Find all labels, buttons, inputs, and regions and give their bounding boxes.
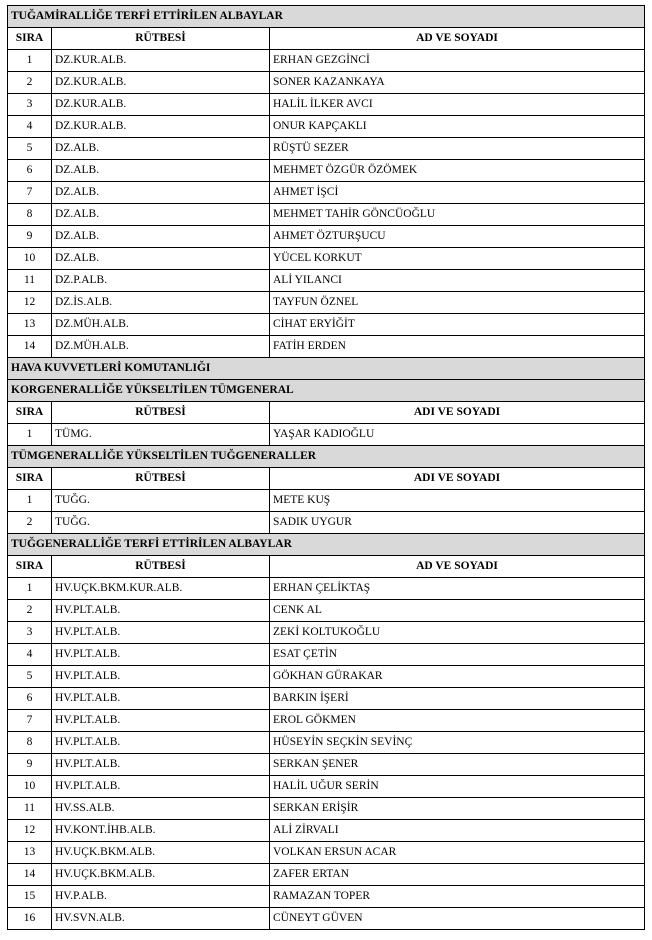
- cell-sira: 11: [8, 798, 52, 820]
- cell-sira: 7: [8, 182, 52, 204]
- cell-rutbe: DZ.İS.ALB.: [52, 292, 270, 314]
- cell-sira: 2: [8, 72, 52, 94]
- cell-sira: 10: [8, 776, 52, 798]
- cell-sira: 12: [8, 820, 52, 842]
- section-title-row: [8, 446, 645, 468]
- table-row: [8, 226, 645, 248]
- cell-rutbe: DZ.P.ALB.: [52, 270, 270, 292]
- cell-sira: 9: [8, 226, 52, 248]
- cell-rutbe: HV.UÇK.BKM.ALB.: [52, 864, 270, 886]
- table-row: [8, 864, 645, 886]
- cell-ad-soyad: HALİL UĞUR SERİN: [270, 776, 645, 798]
- cell-sira: 3: [8, 622, 52, 644]
- cell-rutbe: DZ.MÜH.ALB.: [52, 336, 270, 358]
- cell-sira: 14: [8, 336, 52, 358]
- cell-rutbe: DZ.ALB.: [52, 248, 270, 270]
- section-title: KORGENERALLİĞE YÜKSELTİLEN TÜMGENERAL: [8, 380, 645, 402]
- cell-sira: 1: [8, 578, 52, 600]
- cell-sira: 13: [8, 842, 52, 864]
- cell-ad-soyad: ONUR KAPÇAKLI: [270, 116, 645, 138]
- table-row: [8, 94, 645, 116]
- header-rutbesi: RÜTBESİ: [52, 402, 270, 424]
- cell-sira: 6: [8, 688, 52, 710]
- cell-ad-soyad: ERHAN ÇELİKTAŞ: [270, 578, 645, 600]
- table-row: [8, 336, 645, 358]
- cell-rutbe: TUĞG.: [52, 512, 270, 534]
- cell-ad-soyad: HÜSEYİN SEÇKİN SEVİNÇ: [270, 732, 645, 754]
- cell-rutbe: TÜMG.: [52, 424, 270, 446]
- cell-sira: 3: [8, 94, 52, 116]
- table-row: [8, 292, 645, 314]
- cell-rutbe: DZ.ALB.: [52, 138, 270, 160]
- cell-sira: 14: [8, 864, 52, 886]
- cell-sira: 2: [8, 512, 52, 534]
- cell-ad-soyad: CİHAT ERYİĞİT: [270, 314, 645, 336]
- header-rutbesi: RÜTBESİ: [52, 468, 270, 490]
- cell-rutbe: HV.PLT.ALB.: [52, 754, 270, 776]
- cell-sira: 13: [8, 314, 52, 336]
- table-row: [8, 138, 645, 160]
- table-row: [8, 182, 645, 204]
- cell-ad-soyad: AHMET ÖZTURŞUCU: [270, 226, 645, 248]
- cell-ad-soyad: MEHMET ÖZGÜR ÖZÖMEK: [270, 160, 645, 182]
- cell-sira: 11: [8, 270, 52, 292]
- cell-sira: 16: [8, 908, 52, 930]
- cell-rutbe: HV.PLT.ALB.: [52, 622, 270, 644]
- cell-sira: 9: [8, 754, 52, 776]
- header-rutbesi: RÜTBESİ: [52, 28, 270, 50]
- cell-rutbe: DZ.ALB.: [52, 160, 270, 182]
- cell-ad-soyad: YAŞAR KADIOĞLU: [270, 424, 645, 446]
- cell-sira: 6: [8, 160, 52, 182]
- cell-ad-soyad: SERKAN ERİŞİR: [270, 798, 645, 820]
- cell-ad-soyad: GÖKHAN GÜRAKAR: [270, 666, 645, 688]
- table-row: [8, 72, 645, 94]
- header-rutbesi: RÜTBESİ: [52, 556, 270, 578]
- cell-rutbe: DZ.KUR.ALB.: [52, 94, 270, 116]
- cell-ad-soyad: AHMET İŞCİ: [270, 182, 645, 204]
- header-ad-soyad: ADI VE SOYADI: [270, 402, 645, 424]
- cell-ad-soyad: ZEKİ KOLTUKOĞLU: [270, 622, 645, 644]
- table-row: [8, 776, 645, 798]
- cell-rutbe: DZ.ALB.: [52, 204, 270, 226]
- table-header-row: [8, 468, 645, 490]
- cell-rutbe: DZ.ALB.: [52, 182, 270, 204]
- table-row: [8, 50, 645, 72]
- section-title: HAVA KUVVETLERİ KOMUTANLIĞI: [8, 358, 645, 380]
- cell-rutbe: HV.SVN.ALB.: [52, 908, 270, 930]
- cell-rutbe: HV.PLT.ALB.: [52, 600, 270, 622]
- cell-rutbe: HV.UÇK.BKM.KUR.ALB.: [52, 578, 270, 600]
- cell-rutbe: HV.PLT.ALB.: [52, 644, 270, 666]
- cell-sira: 12: [8, 292, 52, 314]
- table-row: [8, 798, 645, 820]
- table-row: [8, 116, 645, 138]
- header-ad-soyad: AD VE SOYADI: [270, 556, 645, 578]
- cell-rutbe: HV.KONT.İHB.ALB.: [52, 820, 270, 842]
- cell-sira: 10: [8, 248, 52, 270]
- cell-ad-soyad: ESAT ÇETİN: [270, 644, 645, 666]
- cell-ad-soyad: RAMAZAN TOPER: [270, 886, 645, 908]
- table-row: [8, 204, 645, 226]
- cell-rutbe: DZ.MÜH.ALB.: [52, 314, 270, 336]
- table-row: [8, 578, 645, 600]
- table-row: [8, 622, 645, 644]
- cell-sira: 8: [8, 732, 52, 754]
- cell-sira: 7: [8, 710, 52, 732]
- cell-rutbe: HV.PLT.ALB.: [52, 666, 270, 688]
- table-row: [8, 688, 645, 710]
- table-row: [8, 732, 645, 754]
- cell-ad-soyad: HALİL İLKER AVCI: [270, 94, 645, 116]
- cell-ad-soyad: YÜCEL KORKUT: [270, 248, 645, 270]
- cell-sira: 4: [8, 644, 52, 666]
- table-row: [8, 842, 645, 864]
- cell-ad-soyad: SADIK UYGUR: [270, 512, 645, 534]
- section-title: TUĞGENERALLİĞE TERFİ ETTİRİLEN ALBAYLAR: [8, 534, 645, 556]
- cell-ad-soyad: MEHMET TAHİR GÖNCÜOĞLU: [270, 204, 645, 226]
- promotion-list-document: [7, 5, 644, 930]
- section-title: TÜMGENERALLİĞE YÜKSELTİLEN TUĞGENERALLER: [8, 446, 645, 468]
- cell-sira: 1: [8, 490, 52, 512]
- table-row: [8, 908, 645, 930]
- cell-ad-soyad: ALİ YILANCI: [270, 270, 645, 292]
- cell-rutbe: HV.SS.ALB.: [52, 798, 270, 820]
- cell-ad-soyad: BARKIN İŞERİ: [270, 688, 645, 710]
- cell-sira: 5: [8, 138, 52, 160]
- header-sira: SIRA: [8, 468, 52, 490]
- cell-ad-soyad: ERHAN GEZGİNCİ: [270, 50, 645, 72]
- table-row: [8, 314, 645, 336]
- cell-rutbe: HV.UÇK.BKM.ALB.: [52, 842, 270, 864]
- cell-sira: 1: [8, 50, 52, 72]
- cell-rutbe: TUĞG.: [52, 490, 270, 512]
- section-title-row: [8, 534, 645, 556]
- table-row: [8, 490, 645, 512]
- cell-rutbe: HV.PLT.ALB.: [52, 688, 270, 710]
- cell-rutbe: DZ.KUR.ALB.: [52, 72, 270, 94]
- cell-ad-soyad: CÜNEYT GÜVEN: [270, 908, 645, 930]
- header-ad-soyad: AD VE SOYADI: [270, 28, 645, 50]
- table-header-row: [8, 28, 645, 50]
- table-row: [8, 600, 645, 622]
- table-row: [8, 820, 645, 842]
- table-header-row: [8, 402, 645, 424]
- cell-rutbe: DZ.KUR.ALB.: [52, 116, 270, 138]
- table-row: [8, 886, 645, 908]
- cell-sira: 1: [8, 424, 52, 446]
- header-sira: SIRA: [8, 402, 52, 424]
- cell-ad-soyad: CENK AL: [270, 600, 645, 622]
- cell-ad-soyad: FATİH ERDEN: [270, 336, 645, 358]
- cell-rutbe: HV.PLT.ALB.: [52, 710, 270, 732]
- cell-sira: 8: [8, 204, 52, 226]
- cell-ad-soyad: SERKAN ŞENER: [270, 754, 645, 776]
- cell-sira: 2: [8, 600, 52, 622]
- header-sira: SIRA: [8, 28, 52, 50]
- cell-ad-soyad: TAYFUN ÖZNEL: [270, 292, 645, 314]
- table-row: [8, 512, 645, 534]
- promotion-table: [7, 5, 645, 930]
- cell-ad-soyad: EROL GÖKMEN: [270, 710, 645, 732]
- cell-ad-soyad: RÜŞTÜ SEZER: [270, 138, 645, 160]
- cell-ad-soyad: SONER KAZANKAYA: [270, 72, 645, 94]
- section-title-row: [8, 380, 645, 402]
- cell-rutbe: HV.P.ALB.: [52, 886, 270, 908]
- cell-ad-soyad: ZAFER ERTAN: [270, 864, 645, 886]
- cell-ad-soyad: VOLKAN ERSUN ACAR: [270, 842, 645, 864]
- cell-sira: 5: [8, 666, 52, 688]
- table-row: [8, 644, 645, 666]
- table-row: [8, 248, 645, 270]
- table-row: [8, 270, 645, 292]
- table-row: [8, 754, 645, 776]
- cell-rutbe: HV.PLT.ALB.: [52, 776, 270, 798]
- promotion-table-body: [8, 6, 645, 930]
- header-ad-soyad: ADI VE SOYADI: [270, 468, 645, 490]
- cell-ad-soyad: METE KUŞ: [270, 490, 645, 512]
- cell-sira: 15: [8, 886, 52, 908]
- section-title-row: [8, 6, 645, 28]
- cell-ad-soyad: ALİ ZİRVALI: [270, 820, 645, 842]
- table-row: [8, 424, 645, 446]
- cell-rutbe: DZ.ALB.: [52, 226, 270, 248]
- table-row: [8, 666, 645, 688]
- section-title-row: [8, 358, 645, 380]
- cell-sira: 4: [8, 116, 52, 138]
- table-header-row: [8, 556, 645, 578]
- section-title: TUĞAMİRALLİĞE TERFİ ETTİRİLEN ALBAYLAR: [8, 6, 645, 28]
- table-row: [8, 160, 645, 182]
- cell-rutbe: DZ.KUR.ALB.: [52, 50, 270, 72]
- table-row: [8, 710, 645, 732]
- cell-rutbe: HV.PLT.ALB.: [52, 732, 270, 754]
- header-sira: SIRA: [8, 556, 52, 578]
